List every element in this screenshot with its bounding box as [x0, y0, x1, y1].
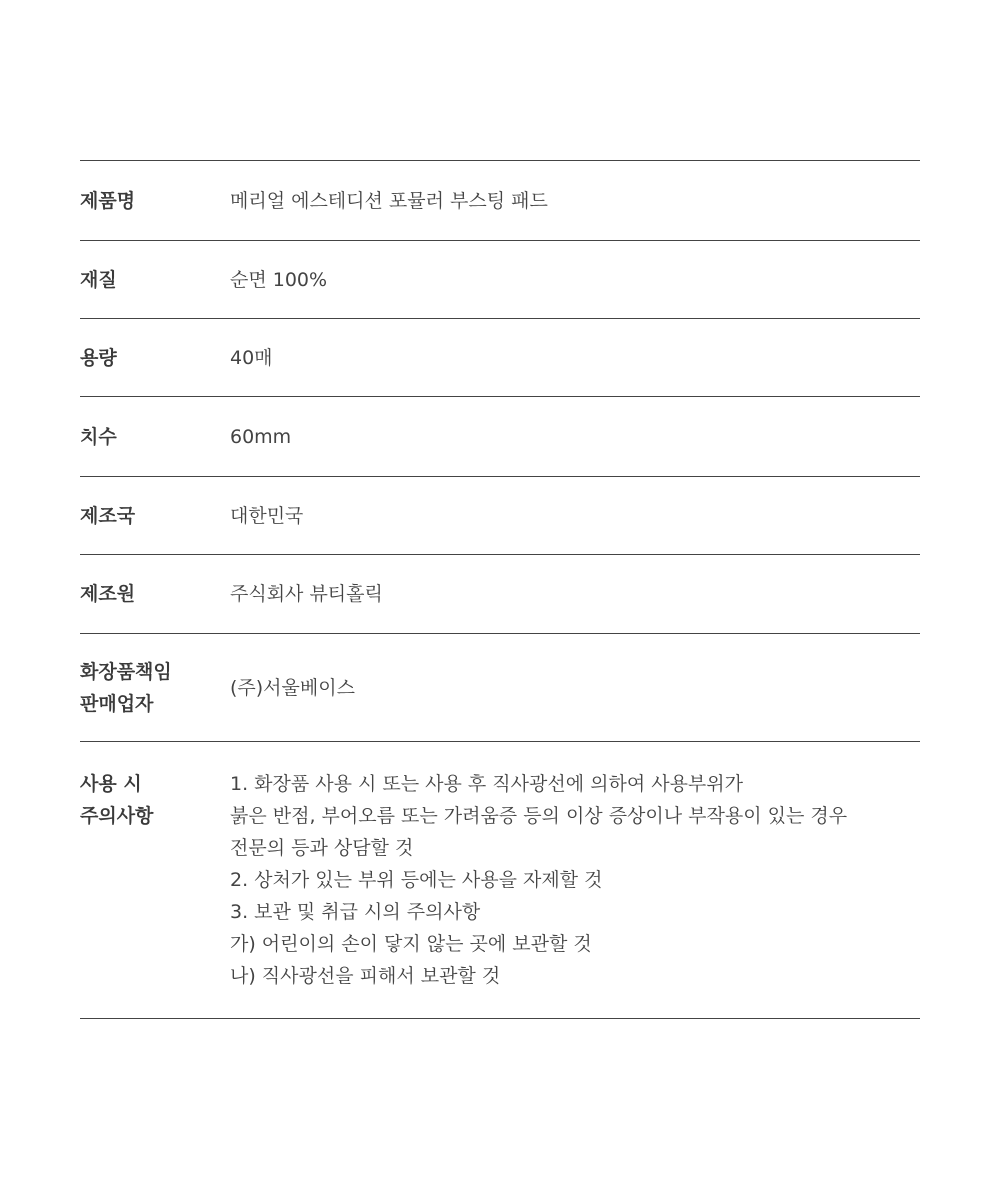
value-manufacturer: 주식회사 뷰티홀릭	[230, 583, 383, 605]
value-capacity: 40매	[230, 346, 273, 369]
value-product-name: 메리얼 에스테디션 포뮬러 부스팅 패드	[230, 189, 548, 212]
label-dimensions: 치수	[80, 425, 117, 448]
row-material	[80, 241, 920, 319]
label-manufacturer: 제조원	[80, 583, 136, 605]
row-product-name	[80, 161, 920, 241]
label-capacity: 용량	[80, 346, 117, 369]
row-dimensions	[80, 397, 920, 477]
caution-line: 붉은 반점, 부어오름 또는 가려움증 등의 이상 증상이나 부작용이 있는 경우	[230, 805, 848, 827]
product-info-table	[80, 160, 920, 1019]
row-usage-cautions	[80, 742, 920, 1019]
caution-line: 가) 어린이의 손이 닿지 않는 곳에 보관할 것	[230, 933, 592, 955]
value-country-of-manufacture: 대한민국	[230, 504, 304, 527]
caution-line: 나) 직사광선을 피해서 보관할 것	[230, 965, 501, 987]
row-responsible-seller	[80, 634, 920, 742]
value-usage-cautions	[230, 768, 920, 992]
row-country-of-manufacture	[80, 477, 920, 555]
caution-line: 1. 화장품 사용 시 또는 사용 후 직사광선에 의하여 사용부위가	[230, 773, 743, 795]
caution-line: 3. 보관 및 취급 시의 주의사항	[230, 901, 481, 923]
label-country-of-manufacture: 제조국	[80, 504, 136, 527]
caution-line: 2. 상처가 있는 부위 등에는 사용을 자제할 것	[230, 869, 603, 891]
value-responsible-seller: (주)서울베이스	[230, 676, 355, 699]
caution-line: 전문의 등과 상담할 것	[230, 837, 414, 859]
label-material: 재질	[80, 268, 117, 291]
label-usage-cautions: 사용 시 주의사항	[80, 773, 154, 827]
row-manufacturer	[80, 555, 920, 634]
value-material: 순면 100%	[230, 268, 328, 291]
value-dimensions: 60mm	[230, 425, 292, 448]
label-responsible-seller: 화장품책임 판매업자	[80, 660, 172, 715]
row-capacity	[80, 319, 920, 397]
label-product-name: 제품명	[80, 189, 136, 212]
